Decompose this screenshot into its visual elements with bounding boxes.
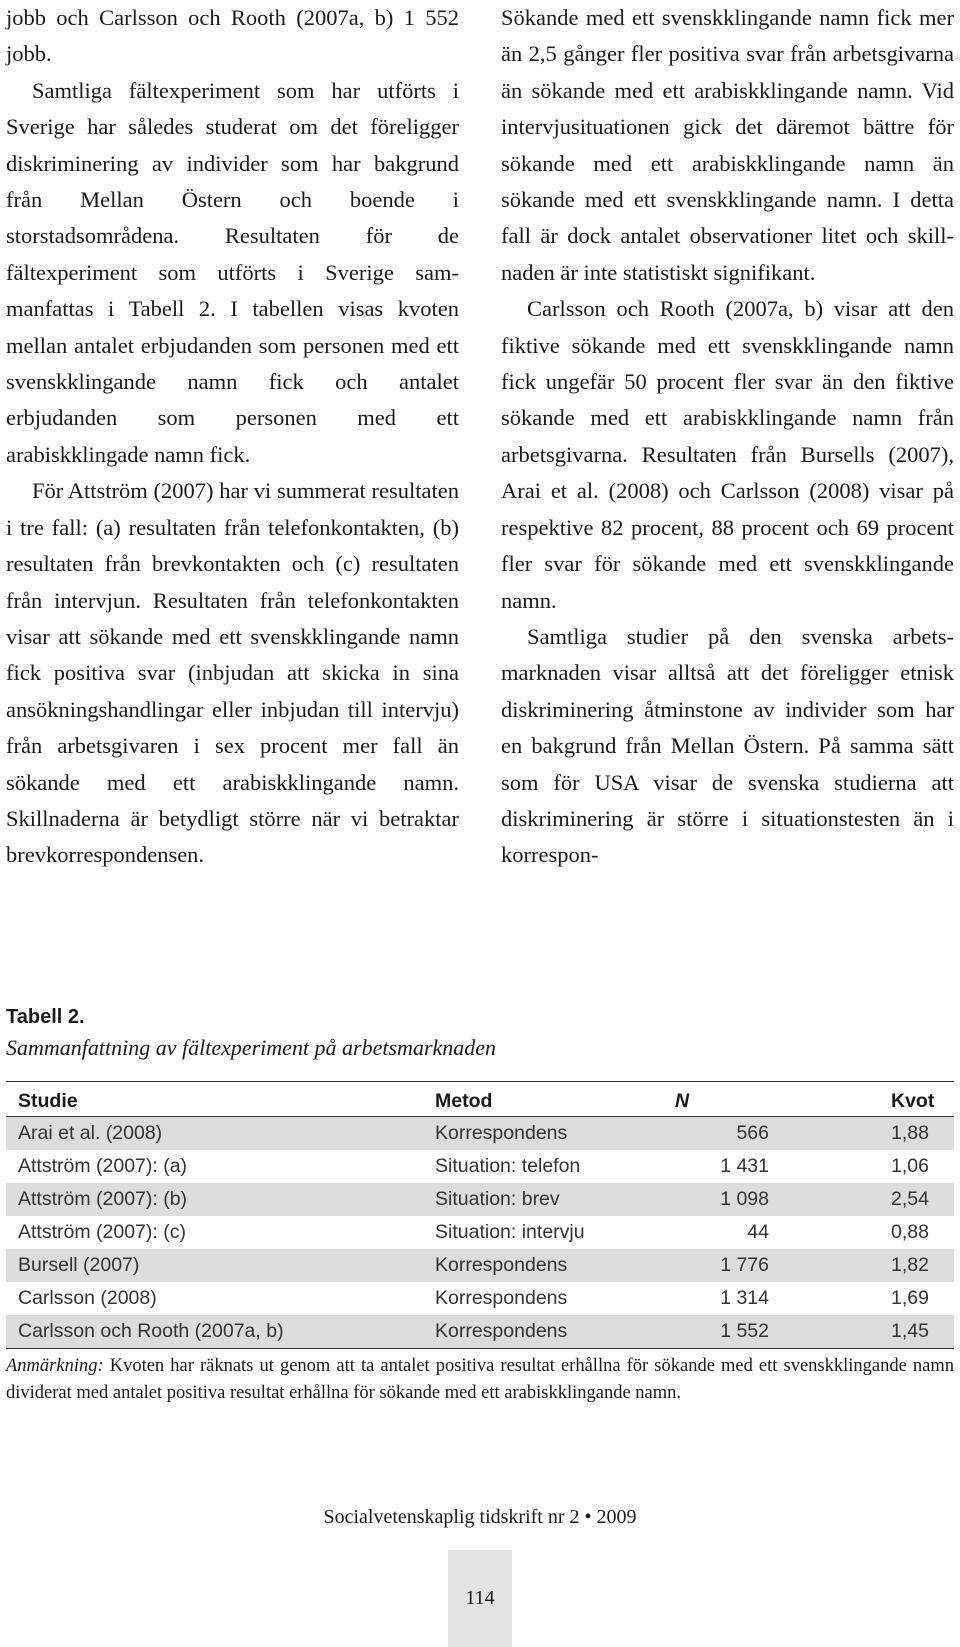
cell-studie: Carlsson (2008) <box>18 1287 157 1309</box>
table-caption: Sammanfattning av fältexperiment på arbetsmarknaden <box>6 1035 497 1060</box>
table-row <box>6 1282 954 1315</box>
right-column <box>501 0 954 910</box>
table-row <box>6 1216 954 1249</box>
header-n: N <box>675 1089 690 1112</box>
summary-table <box>6 1081 954 1349</box>
cell-kvot: 2,54 <box>891 1188 929 1210</box>
note-label: Anmärkning: <box>6 1356 104 1376</box>
cell-metod: Situation: telefon <box>435 1155 581 1177</box>
cell-n: 566 <box>736 1122 769 1144</box>
note-text: Kvoten har räknats ut genom att ta antalet positiva resultat erhållna för sökande med ett svenskklingande namn dividerat med antalet positiva resultat erhållna för sökande med ett arabiskklingande namn. <box>6 1356 954 1403</box>
paragraph: Carlsson och Rooth (2007a, b) visar att den fiktive sökande med ett svenskklingande namn fick ungefär 50 procent fler svar än den fiktive sökande med ett arabiskklingande namn från arbetsgivarna. Resultaten från Bursells (2007), Arai et al. (2008) och Carlsson (2008) visar på respektive 82 procent, 88 procent och 69 procent fler svar för sökande med ett svenskklingande namn. <box>501 296 954 613</box>
cell-metod: Korrespondens <box>435 1287 568 1309</box>
cell-metod: Korrespondens <box>435 1320 568 1342</box>
page-number: 114 <box>465 1587 495 1609</box>
cell-kvot: 1,69 <box>891 1287 929 1309</box>
cell-metod: Situation: intervju <box>435 1221 585 1243</box>
cell-metod: Korrespondens <box>435 1122 568 1144</box>
table-row <box>6 1315 954 1349</box>
table-label: Tabell 2. <box>6 1006 85 1028</box>
cell-kvot: 1,06 <box>891 1155 929 1177</box>
table-section <box>6 1006 954 1407</box>
cell-n: 1 552 <box>720 1320 769 1342</box>
cell-studie: Attström (2007): (c) <box>18 1221 186 1243</box>
cell-studie: Carlsson och Rooth (2007a, b) <box>18 1320 284 1342</box>
cell-kvot: 0,88 <box>891 1221 929 1243</box>
paragraph: För Attström (2007) har vi summerat resultaten i tre fall: (a) resultaten från telefonkontakten, (b) resultaten från brevkontakten och (c) resultaten från intervjun. Resultaten från telefonkontakten visar att sökande med ett svenskklingande namn fick positiva svar (inbjudan att skicka in sina ansökningshandlingar eller inbjudan till intervju) från arbetsgivaren i sex procent mer fall än sökande med ett arabiskklingande namn. Skillnaderna är betydligt större när vi betraktar brevkorrespondensen. <box>6 478 459 868</box>
cell-n: 44 <box>747 1221 769 1243</box>
paragraph: Samtliga studier på den svenska arbetsmarknaden visar alltså att det föreligger etnisk diskriminering åtminstone av individer som har en bakgrund från Mellan Östern. På samma sätt som för USA visar de svenska studierna att diskriminering är större i situationstesten än i korrespon- <box>501 623 954 868</box>
cell-kvot: 1,88 <box>891 1122 929 1144</box>
cell-kvot: 1,82 <box>891 1254 929 1276</box>
paragraph: Sökande med ett svenskklingande namn fick mer än 2,5 gånger fler positiva svar från arbetsgivarna än sökande med ett arabiskklingande namn. Vid intervjusituationen gick det däremot bättre för sökande med ett arabiskklingande namn än sökande med ett svenskklingande namn. I detta fall är dock antalet observationer litet och skillnaden är inte statistiskt signifikant. <box>501 5 954 285</box>
header-kvot: Kvot <box>891 1089 935 1112</box>
page-number-box <box>448 1550 512 1647</box>
paragraph: Samtliga fältexperiment som har utförts i Sverige har således studerat om det föreligger diskriminering av individer som har bakgrund från Mellan Östern och boende i storstadsområdena. Resultaten för de fältexperiment som utförts i Sverige sammanfattas i Tabell 2. I tabellen visas kvoten mellan antalet erbjudanden som personen med ett svenskklingande namn fick och antalet erbjudanden som personen med ett arabiskklingade namn fick. <box>6 77 459 467</box>
header-metod: Metod <box>435 1089 493 1112</box>
table-row <box>6 1117 954 1151</box>
cell-kvot: 1,45 <box>891 1320 929 1342</box>
cell-studie: Arai et al. (2008) <box>18 1122 163 1144</box>
paragraph: jobb och Carlsson och Rooth (2007a, b) 1 552 jobb. <box>6 5 459 67</box>
header-studie: Studie <box>18 1089 78 1112</box>
body-text <box>6 0 954 910</box>
table-row <box>6 1150 954 1183</box>
table-row <box>6 1183 954 1216</box>
cell-n: 1 776 <box>720 1254 769 1276</box>
cell-studie: Attström (2007): (a) <box>18 1155 188 1177</box>
cell-studie: Bursell (2007) <box>18 1254 140 1276</box>
cell-n: 1 314 <box>720 1287 769 1309</box>
cell-metod: Situation: brev <box>435 1188 560 1210</box>
table-row <box>6 1249 954 1282</box>
table-note <box>6 1353 954 1407</box>
cell-metod: Korrespondens <box>435 1254 568 1276</box>
left-column <box>6 0 459 910</box>
cell-studie: Attström (2007): (b) <box>18 1188 188 1210</box>
cell-n: 1 098 <box>720 1188 769 1210</box>
journal-footer: Socialvetenskaplig tidskrift nr 2 • 2009 <box>323 1506 637 1528</box>
table-header-row <box>6 1082 954 1117</box>
cell-n: 1 431 <box>720 1155 769 1177</box>
